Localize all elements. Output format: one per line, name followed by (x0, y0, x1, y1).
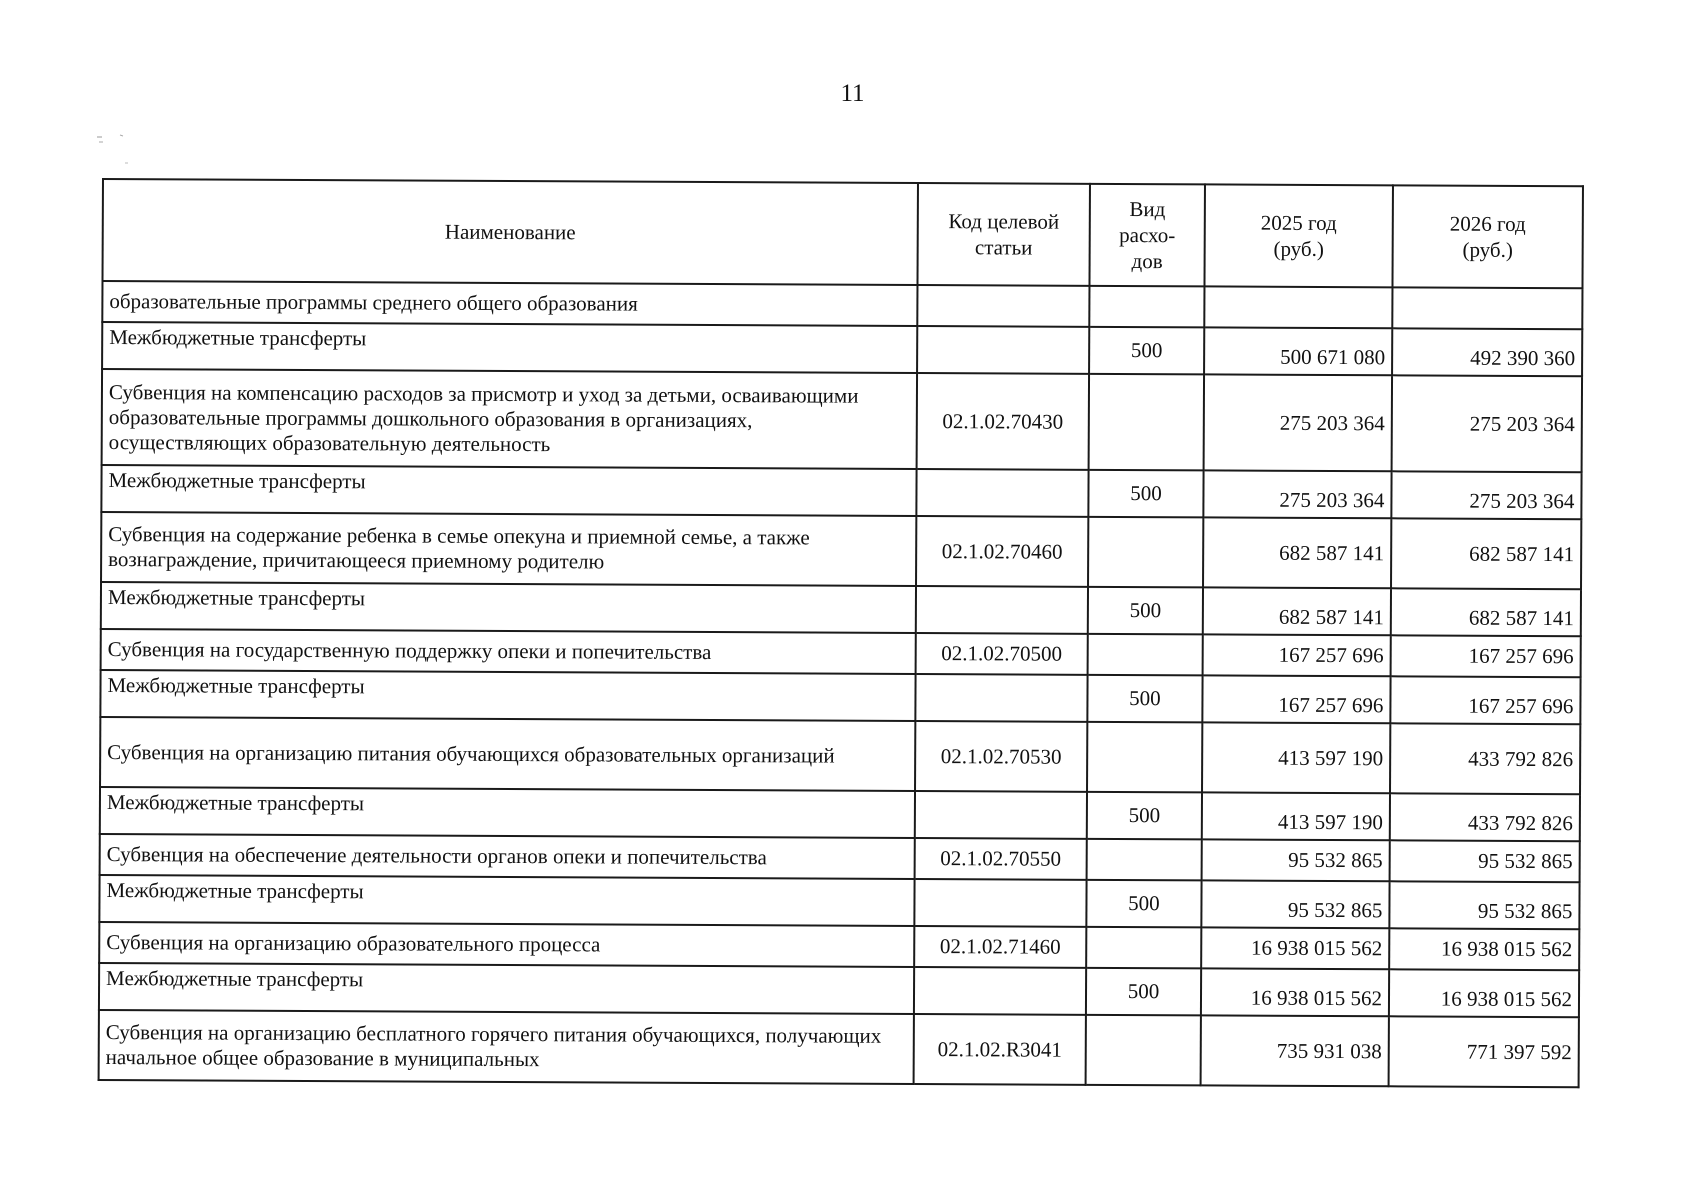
cell-2025: 95 532 865 (1201, 880, 1389, 928)
cell-2026: 682 587 141 (1391, 518, 1581, 589)
scan-marks (95, 133, 135, 173)
cell-code (917, 326, 1089, 374)
cell-code (914, 879, 1086, 927)
cell-2025: 167 257 696 (1203, 634, 1391, 676)
cell-code (914, 967, 1086, 1015)
cell-vid (1088, 517, 1203, 588)
table-row (101, 512, 1581, 589)
table-row (100, 670, 1580, 724)
cell-name: Субвенция на обеспечение деятельности органов опеки и попечительства (100, 834, 915, 879)
cell-2026: 275 203 364 (1391, 471, 1581, 519)
cell-code: 02.1.02.R3041 (914, 1014, 1086, 1085)
cell-2025 (1204, 286, 1392, 328)
table-header-row (102, 179, 1582, 288)
cell-2025: 500 671 080 (1204, 327, 1392, 375)
table-row (99, 922, 1579, 970)
cell-name: Субвенция на содержание ребенка в семье опекуна и приемной семье, а также вознаграждение, причитающееся приемному родителю (101, 512, 916, 586)
cell-2025: 275 203 364 (1204, 374, 1392, 471)
cell-name: Межбюджетные трансферты (100, 670, 915, 721)
cell-2025: 16 938 015 562 (1201, 927, 1389, 969)
page-number: 11 (840, 80, 865, 107)
cell-2026: 95 532 865 (1390, 840, 1580, 882)
cell-vid: 500 (1087, 792, 1202, 840)
cell-vid: 500 (1089, 327, 1204, 375)
cell-vid (1087, 839, 1202, 881)
cell-name: образовательные программы среднего общего образования (102, 281, 917, 326)
table-row (101, 629, 1581, 677)
cell-name: Межбюджетные трансферты (99, 963, 914, 1014)
table-row (101, 582, 1581, 636)
cell-name: Межбюджетные трансферты (101, 582, 916, 633)
cell-2025: 682 587 141 (1203, 587, 1391, 635)
cell-2026: 167 257 696 (1391, 635, 1581, 677)
cell-name: Субвенция на компенсацию расходов за присмотр и уход за детьми, осваивающими образовательные программы дошкольного образования в организациях, осуществляющих образовательную деятельность (102, 369, 917, 469)
cell-code (916, 586, 1088, 634)
cell-vid (1088, 634, 1203, 676)
budget-table (98, 178, 1584, 1088)
cell-vid (1089, 374, 1204, 471)
table-row (102, 369, 1582, 472)
cell-code (915, 791, 1087, 839)
header-vid: Вид расхо-дов (1089, 184, 1204, 287)
cell-vid (1089, 286, 1204, 328)
cell-2025: 275 203 364 (1203, 470, 1391, 518)
cell-code (915, 674, 1087, 722)
cell-name: Субвенция на организацию образовательного процесса (99, 922, 914, 967)
cell-2026: 16 938 015 562 (1389, 928, 1579, 970)
cell-vid: 500 (1086, 880, 1201, 928)
cell-2026: 492 390 360 (1392, 328, 1582, 376)
cell-vid: 500 (1086, 968, 1201, 1016)
cell-vid: 500 (1087, 675, 1202, 723)
cell-vid (1087, 722, 1202, 793)
cell-name: Межбюджетные трансферты (101, 465, 916, 516)
header-code: Код целевой статьи (917, 183, 1089, 286)
header-name: Наименование (102, 179, 917, 285)
cell-2026: 275 203 364 (1392, 375, 1582, 472)
cell-2026: 682 587 141 (1391, 588, 1581, 636)
header-2025: 2025 год (руб.) (1204, 184, 1392, 287)
cell-vid: 500 (1088, 587, 1203, 635)
cell-2025: 16 938 015 562 (1201, 968, 1389, 1016)
cell-name: Межбюджетные трансферты (99, 875, 914, 926)
table-row (102, 281, 1582, 329)
table-row (99, 875, 1579, 929)
table-row (99, 1010, 1579, 1087)
cell-name: Субвенция на организацию питания обучающихся образовательных организаций (100, 717, 915, 791)
cell-code: 02.1.02.70430 (917, 373, 1089, 470)
table-row (102, 322, 1582, 376)
cell-2025: 682 587 141 (1203, 517, 1391, 588)
cell-2026: 16 938 015 562 (1389, 969, 1579, 1017)
cell-2025: 413 597 190 (1202, 792, 1390, 840)
table-row (100, 717, 1580, 794)
cell-code: 02.1.02.71460 (914, 926, 1086, 968)
cell-code: 02.1.02.70500 (916, 633, 1088, 675)
cell-name: Межбюджетные трансферты (102, 322, 917, 373)
cell-2026: 95 532 865 (1389, 881, 1579, 929)
cell-2025: 95 532 865 (1202, 839, 1390, 881)
table-row (100, 787, 1580, 841)
cell-name: Субвенция на государственную поддержку опеки и попечительства (101, 629, 916, 674)
cell-code (917, 285, 1089, 327)
cell-code: 02.1.02.70530 (915, 721, 1087, 792)
cell-vid (1086, 1015, 1201, 1086)
cell-2026: 433 792 826 (1390, 793, 1580, 841)
cell-2026: 433 792 826 (1390, 723, 1580, 794)
cell-2025: 735 931 038 (1201, 1015, 1389, 1086)
table-row (99, 963, 1579, 1017)
cell-vid (1086, 927, 1201, 969)
cell-code: 02.1.02.70550 (915, 838, 1087, 880)
cell-2026 (1392, 287, 1582, 329)
cell-2026: 167 257 696 (1390, 676, 1580, 724)
cell-2025: 413 597 190 (1202, 722, 1390, 793)
cell-code: 02.1.02.70460 (916, 516, 1088, 587)
cell-code (916, 469, 1088, 517)
table-row (101, 465, 1581, 519)
cell-vid: 500 (1088, 470, 1203, 518)
cell-name: Межбюджетные трансферты (100, 787, 915, 838)
cell-2025: 167 257 696 (1202, 675, 1390, 723)
header-2026: 2026 год (руб.) (1392, 185, 1582, 288)
cell-2026: 771 397 592 (1389, 1016, 1579, 1087)
table-row (100, 834, 1580, 882)
cell-name: Субвенция на организацию бесплатного горячего питания обучающихся, получающих начальное общее образование в муниципальных (99, 1010, 914, 1084)
